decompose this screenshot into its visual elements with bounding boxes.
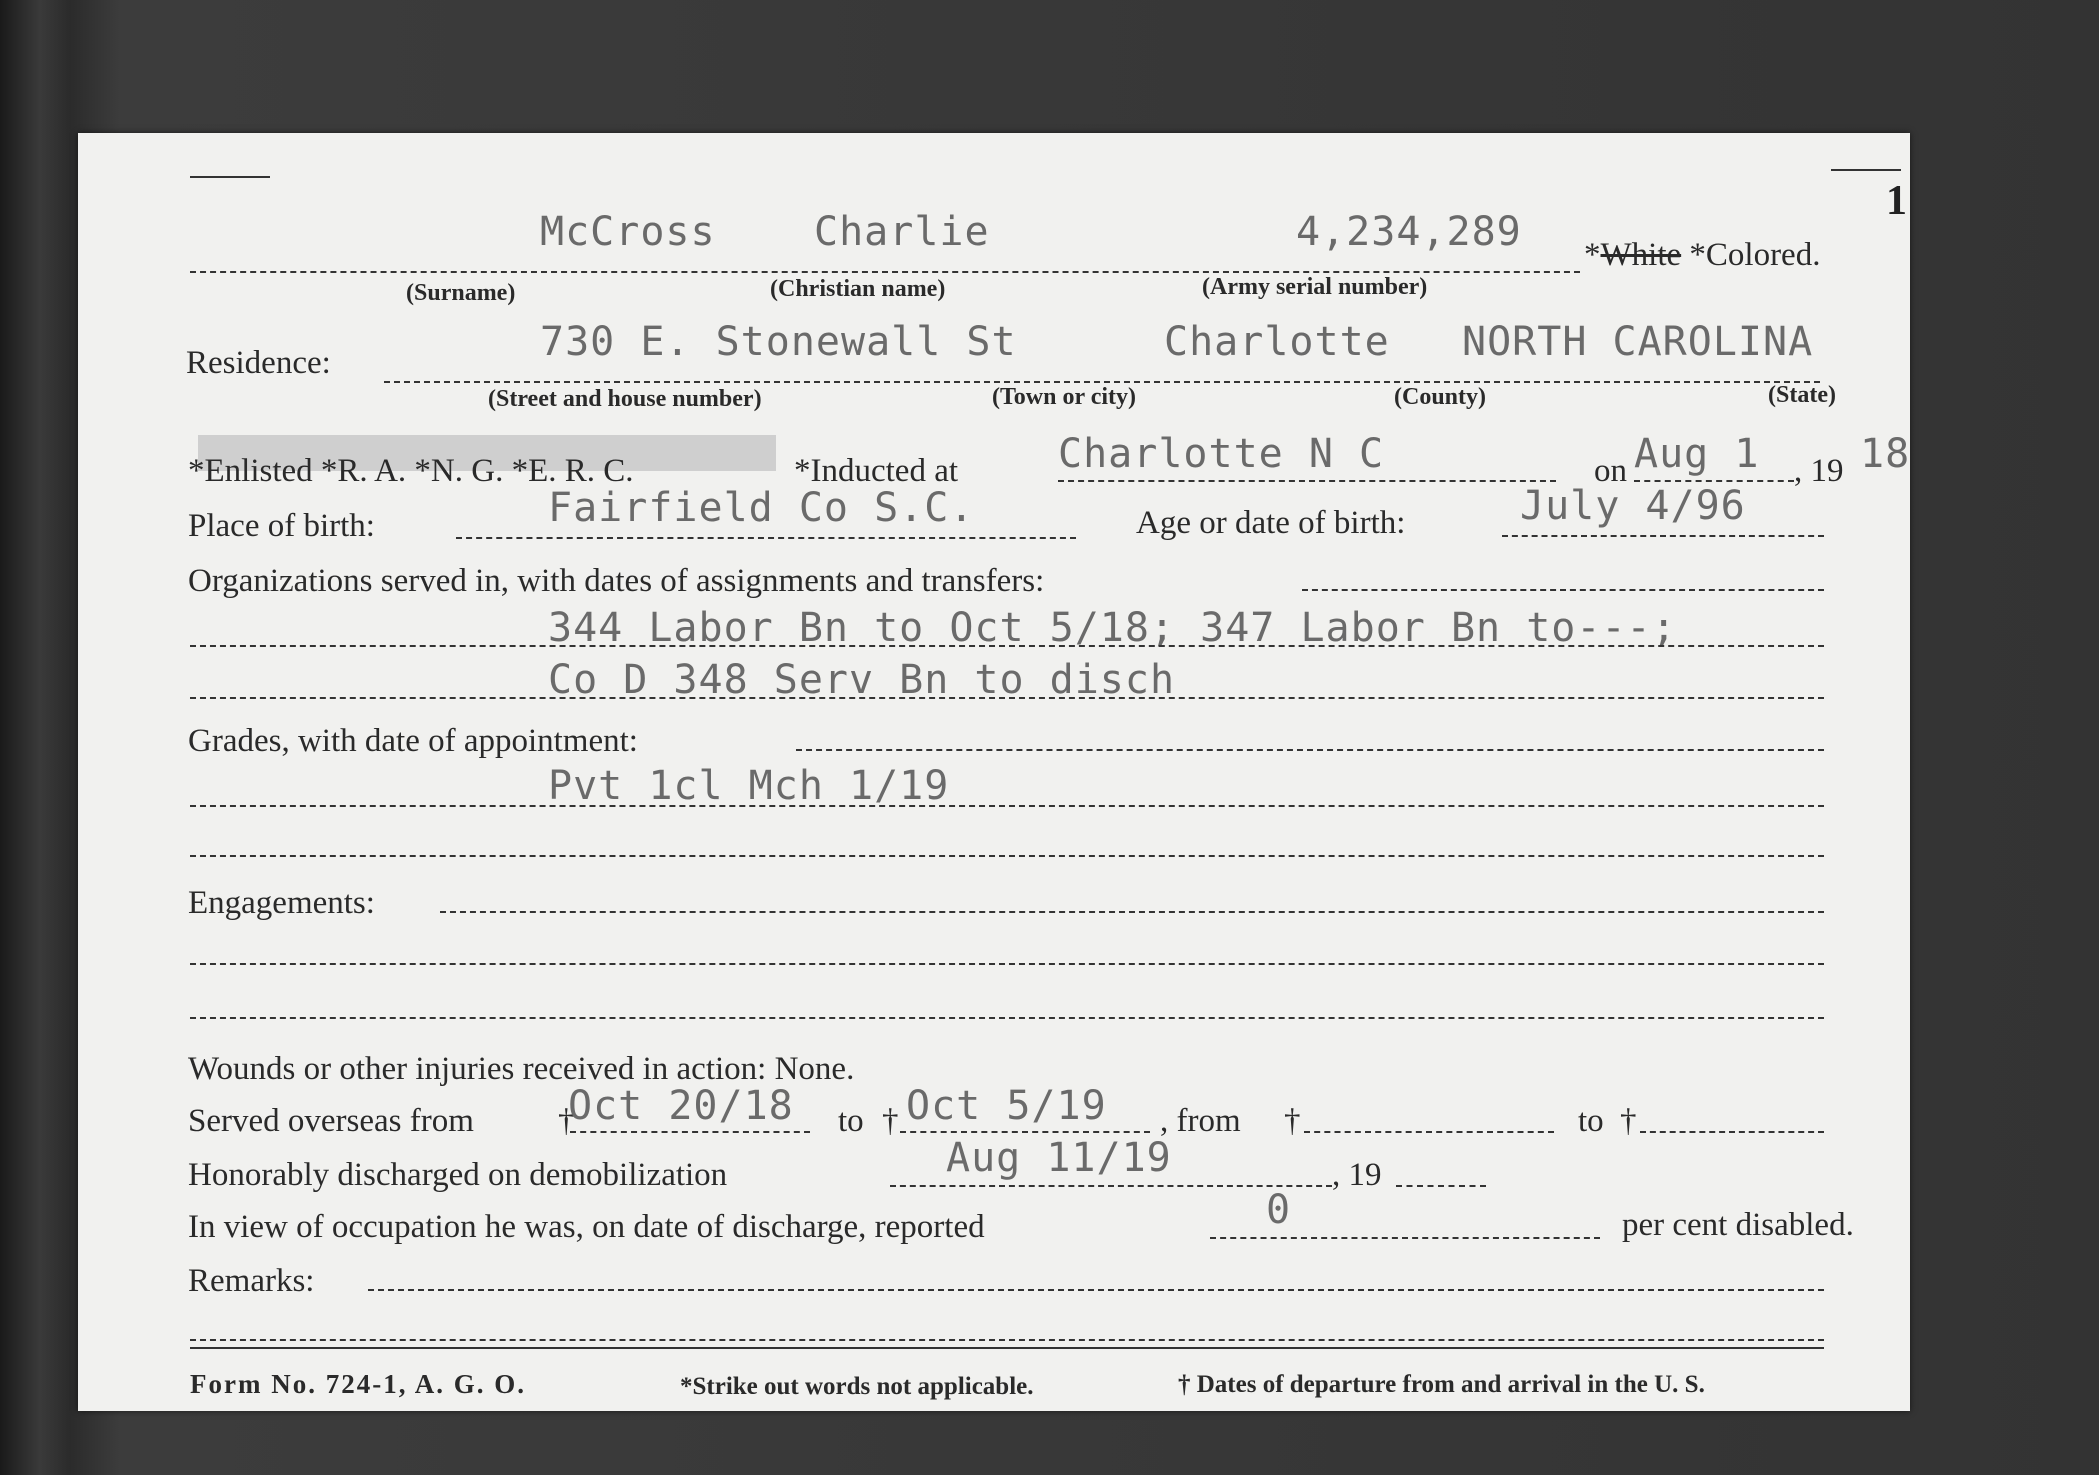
race-white-struck: White <box>1600 237 1682 273</box>
birth-date-line <box>1502 535 1824 537</box>
disability-value: 0 <box>1266 1187 1292 1233</box>
enlisted-options: *Enlisted *R. A. *N. G. *E. R. C. <box>188 453 634 489</box>
caption-serial-number: (Army serial number) <box>1202 274 1428 300</box>
disability-line <box>1210 1237 1600 1239</box>
birthplace-line <box>456 537 1076 539</box>
grades-line-0 <box>796 749 1824 751</box>
organizations-value-2: Co D 348 Serv Bn to disch <box>548 657 1176 703</box>
caption-christian-name: (Christian name) <box>770 276 946 302</box>
discharge-label: Honorably discharged on demobilization <box>188 1157 728 1193</box>
overseas-to-value: Oct 5/19 <box>906 1083 1107 1129</box>
inducted-label: *Inducted at <box>794 453 959 489</box>
organizations-line-1 <box>190 645 1824 647</box>
state-value: NORTH CAROLINA <box>1462 319 1814 365</box>
caption-town: (Town or city) <box>992 384 1136 410</box>
overseas-from-value: Oct 20/18 <box>568 1083 794 1129</box>
service-record-card <box>78 133 1910 1411</box>
disability-label: In view of occupation he was, on date of discharge, reported <box>188 1209 985 1245</box>
dagger-1: † <box>558 1103 575 1139</box>
top-left-rule <box>190 176 270 178</box>
race-colored: Colored. <box>1705 237 1821 273</box>
discharge-date-value: Aug 11/19 <box>946 1135 1172 1181</box>
christian-name-value: Charlie <box>814 209 990 255</box>
footer-rule <box>190 1347 1824 1349</box>
engagements-label: Engagements: <box>188 885 375 921</box>
on-label: on <box>1594 453 1627 489</box>
birth-date-value: July 4/96 <box>1520 483 1746 529</box>
from-line <box>1304 1131 1554 1133</box>
organizations-line-0 <box>1302 589 1824 591</box>
wounds-label: Wounds or other injuries received in action: None. <box>188 1051 855 1087</box>
to-label-2: to <box>1578 1103 1604 1139</box>
town-value: Charlotte <box>1164 319 1390 365</box>
to-line-2 <box>1640 1131 1824 1133</box>
age-label: Age or date of birth: <box>1136 505 1406 541</box>
organizations-line-2 <box>190 697 1824 699</box>
remarks-line-0 <box>368 1289 1824 1291</box>
organizations-label: Organizations served in, with dates of assignments and transfers: <box>188 563 1045 599</box>
footnote-strike: *Strike out words not applicable. <box>680 1373 1034 1400</box>
to-label-1: to <box>838 1103 864 1139</box>
caption-county: (County) <box>1394 384 1487 410</box>
discharge-year-label: , 19 <box>1332 1157 1382 1193</box>
inducted-line <box>1058 480 1556 482</box>
card-number: 1 <box>1886 178 1907 224</box>
caption-surname: (Surname) <box>406 280 516 306</box>
year-prefix: , 19 <box>1794 453 1844 489</box>
disability-suffix: per cent disabled. <box>1622 1207 1854 1243</box>
discharge-year-line <box>1396 1185 1486 1187</box>
overseas-to-line <box>900 1131 1150 1133</box>
grades-value: Pvt 1cl Mch 1/19 <box>548 763 950 809</box>
race-options: *White *Colored. <box>1584 237 1821 273</box>
form-number: Form No. 724-1, A. G. O. <box>190 1369 526 1399</box>
remarks-label: Remarks: <box>188 1263 315 1299</box>
year-suffix: 18 <box>1860 431 1911 477</box>
dagger-2: † <box>882 1103 899 1139</box>
dagger-3: † <box>1284 1103 1301 1139</box>
residence-line <box>384 381 1820 383</box>
street-value: 730 E. Stonewall St <box>540 319 1017 365</box>
induction-date-value: Aug 1 <box>1634 431 1760 477</box>
organizations-value-1: 344 Labor Bn to Oct 5/18; 347 Labor Bn to---; <box>548 605 1677 651</box>
grades-line-1 <box>190 805 1824 807</box>
overseas-label: Served overseas from <box>188 1103 474 1139</box>
dagger-4: † <box>1620 1103 1637 1139</box>
serial-number-value: 4,234,289 <box>1296 209 1522 255</box>
caption-street: (Street and house number) <box>488 386 762 412</box>
induction-date-line <box>1634 480 1794 482</box>
surname-value: McCross <box>540 209 716 255</box>
remarks-line-1 <box>190 1339 1824 1341</box>
inducted-at-value: Charlotte N C <box>1058 431 1385 477</box>
engagements-line-1 <box>190 963 1824 965</box>
engagements-line-2 <box>190 1017 1824 1019</box>
top-right-rule <box>1831 169 1901 171</box>
name-line <box>190 271 1580 273</box>
residence-label: Residence: <box>186 345 331 381</box>
footnote-dates: † Dates of departure from and arrival in the U. S. <box>1178 1371 1705 1398</box>
birthplace-value: Fairfield Co S.C. <box>548 485 975 531</box>
from-label: , from <box>1160 1103 1241 1139</box>
caption-state: (State) <box>1768 382 1836 408</box>
grades-line-2 <box>190 855 1824 857</box>
engagements-line-0 <box>440 911 1824 913</box>
overseas-from-line <box>570 1131 810 1133</box>
grades-label: Grades, with date of appointment: <box>188 723 638 759</box>
birthplace-label: Place of birth: <box>188 508 375 544</box>
